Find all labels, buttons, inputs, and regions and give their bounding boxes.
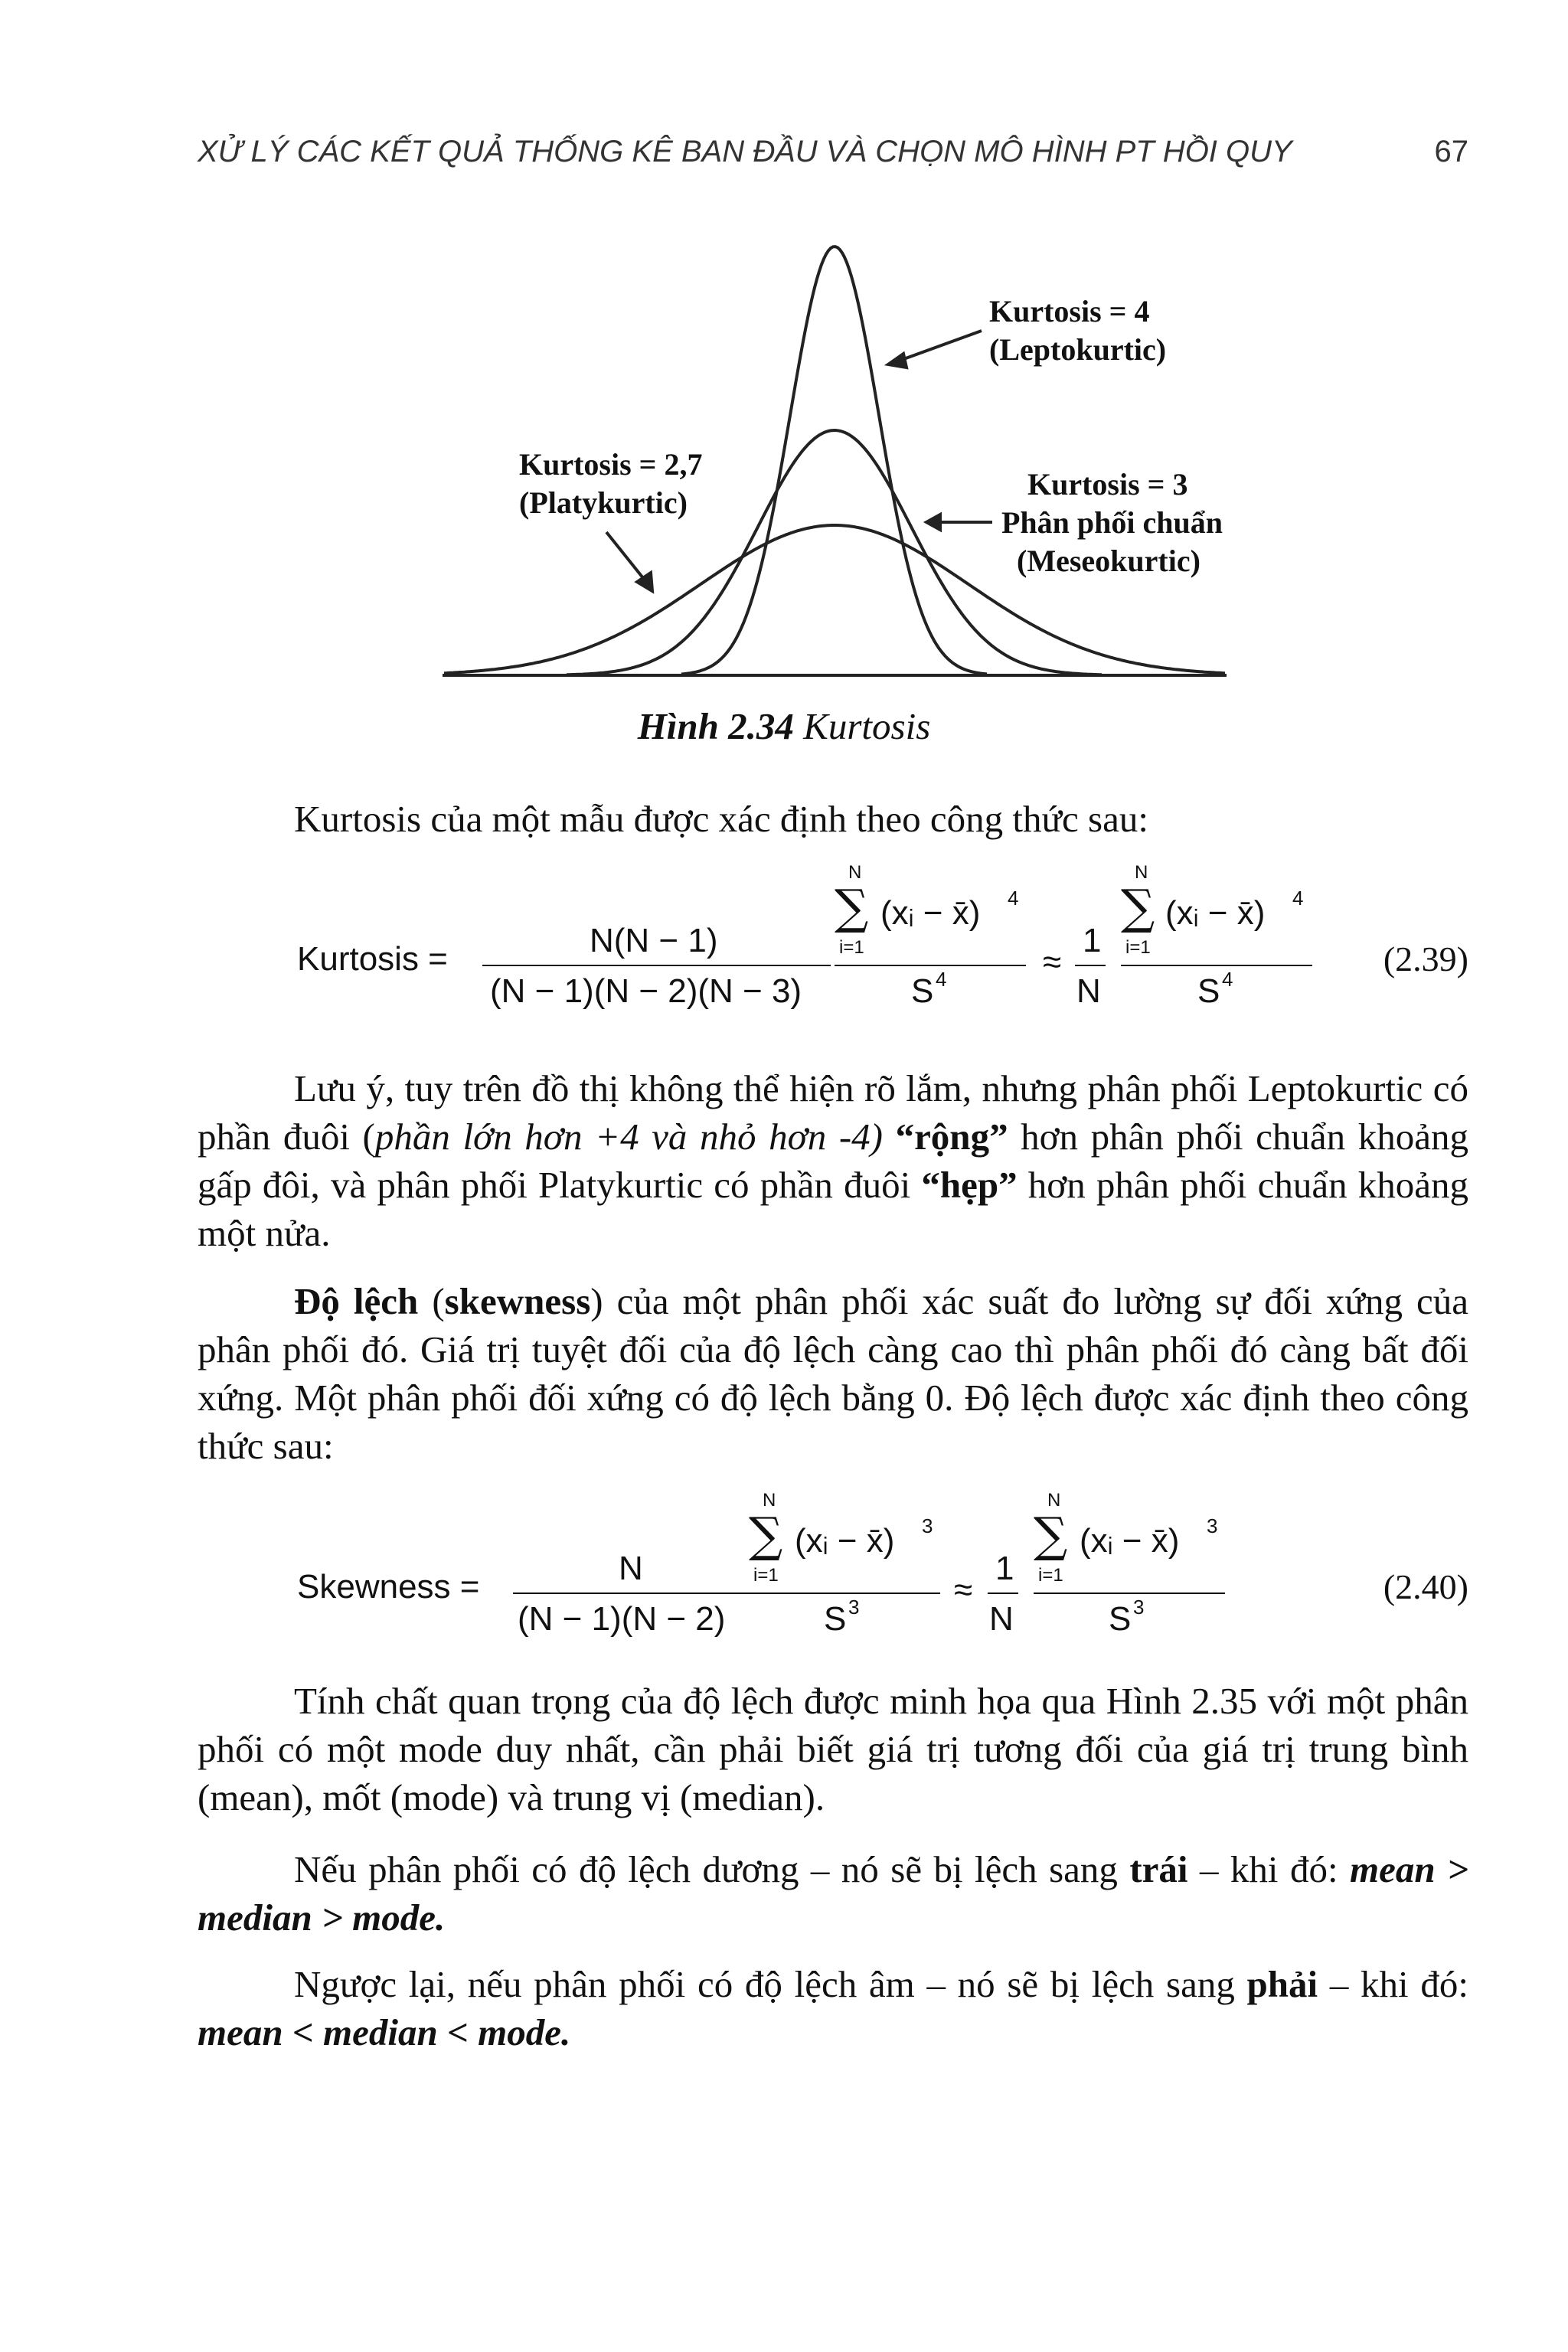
para5-text-1: Nếu phân phối có độ lệch dương – nó sẽ bị lệch sang [294, 1848, 1130, 1890]
kurtosis-frac-bar-4 [1121, 965, 1312, 966]
skewness-sum1-power: 3 [922, 1514, 933, 1537]
skewness-frac-bar-3 [988, 1592, 1018, 1594]
kurtosis-approx: ≈ [1043, 943, 1062, 981]
figure-caption [0, 704, 1568, 748]
equation-number-2-39: (2.39) [1383, 939, 1468, 978]
paragraph-intro-kurtosis: Kurtosis của một mẫu được xác định theo công thức sau: [294, 798, 1148, 840]
lepto-arrow [897, 331, 982, 361]
para6-text-1: Ngược lại, nếu phân phối có độ lệch âm – nó sẽ bị lệch sang [294, 1963, 1247, 2005]
kurtosis-one: 1 [1083, 922, 1102, 959]
kurtosis-frac-bar-1 [482, 965, 831, 966]
skewness-sum2-bottom: i=1 [1038, 1565, 1063, 1586]
kurtosis-sum2-term: (xᵢ − x̄) [1165, 894, 1266, 932]
skewness-frac-bar-1 [513, 1592, 749, 1594]
kurtosis-sum2-power: 4 [1292, 887, 1304, 910]
skewness-sum2-term: (xᵢ − x̄) [1080, 1522, 1180, 1560]
header-title: XỬ LÝ CÁC KẾT QUẢ THỐNG KÊ BAN ĐẦU VÀ CHỌN MÔ HÌNH PT HỒI QUY [198, 135, 1292, 168]
paragraph-skewness-property: Tính chất quan trọng của độ lệch được minh họa qua Hình 2.35 với một phân phối có một mode duy nhất, cần phải biết giá trị tương đối của giá trị trung bình (mean), mốt (mode) và trung vị (median). [198, 1680, 1468, 1818]
para3-bold-term: Độ lệch [294, 1280, 419, 1322]
leptokurtic-curve [681, 247, 987, 674]
kurtosis-s1: S [911, 972, 934, 1010]
caption-label: Hình 2.34 [637, 705, 794, 747]
caption-text: Kurtosis [793, 705, 931, 747]
skewness-one: 1 [995, 1550, 1014, 1587]
para3-bold-skewness: skewness [444, 1280, 591, 1322]
kurtosis-sum2-top: N [1135, 862, 1148, 883]
kurtosis-sum1-power: 4 [1008, 887, 1019, 910]
lepto-label-2: (Leptokurtic) [989, 332, 1167, 367]
kurtosis-lhs: Kurtosis = [297, 940, 448, 978]
para5-text-2: – khi đó: [1187, 1848, 1351, 1890]
meso-label-2: Phân phối chuẩn [1001, 505, 1223, 540]
para6-relation: mean < median < mode. [198, 2011, 571, 2053]
skewness-sum2-top: N [1047, 1490, 1061, 1511]
lepto-arrowhead [888, 354, 906, 368]
para5-relation: mean > median > mode. [198, 1848, 1469, 1939]
para2-text-1: Lưu ý, tuy trên đồ thị không thể hiện rõ lắm, nhưng phân phối Leptokurtic có phần đuôi ( [198, 1067, 1468, 1158]
formula-skewness [0, 1485, 1568, 1654]
equation-number-2-40: (2.40) [1383, 1567, 1468, 1606]
para2-bold-narrow: “hẹp” [921, 1164, 1018, 1206]
kurtosis-sum1-top: N [848, 862, 862, 883]
paragraph-leptokurtic-note [198, 1064, 1468, 1257]
skewness-lhs: Skewness = [297, 1568, 480, 1606]
kurtosis-sum1-sigma: ∑ [835, 879, 869, 935]
running-header [198, 135, 1468, 181]
skewness-sum1-sigma: ∑ [749, 1507, 783, 1563]
paragraph-positive-skew [198, 1845, 1468, 1942]
para2-italic: phần lớn hơn +4 và nhỏ hơn -4) [374, 1116, 883, 1158]
para2-bold-wide: “rộng” [895, 1116, 1008, 1158]
kurtosis-figure [429, 230, 1240, 689]
meso-label-1: Kurtosis = 3 [1027, 467, 1188, 501]
skewness-n: N [989, 1600, 1014, 1638]
meso-arrowhead [926, 514, 940, 530]
para3-text-1: ( [418, 1280, 445, 1322]
para2-text-4: hơn phân phối chuẩn khoảng một nửa. [198, 1164, 1468, 1254]
skewness-sum1-top: N [763, 1490, 776, 1511]
platy-label-1: Kurtosis = 2,7 [519, 447, 703, 482]
skewness-s2: S [1109, 1600, 1132, 1638]
skewness-frac-bar-2 [749, 1592, 940, 1594]
kurtosis-sum2-bottom: i=1 [1125, 937, 1151, 958]
kurtosis-s2-power: 4 [1222, 968, 1233, 991]
paragraph-negative-skew [198, 1960, 1468, 2056]
kurtosis-frac-bar-2 [835, 965, 1026, 966]
skewness-frac-bar-4 [1034, 1592, 1225, 1594]
para6-bold-right: phải [1246, 1963, 1318, 2005]
skewness-sum2-power: 3 [1207, 1514, 1218, 1537]
skewness-num: N [619, 1550, 643, 1587]
kurtosis-den: (N − 1)(N − 2)(N − 3) [490, 972, 802, 1010]
para3-text-2: ) của một phân phối xác suất đo lường sự đối xứng của phân phối đó. Giá trị tuyệt đối của độ lệch càng cao thì phân phối đó càng bất đối xứng. Một phân phối đối xứng có độ lệch bằng 0. Độ lệch được xác định theo công thức sau: [198, 1280, 1468, 1467]
kurtosis-sum1-term: (xᵢ − x̄) [880, 894, 981, 932]
para6-text-2: – khi đó: [1318, 1963, 1468, 2005]
kurtosis-num: N(N − 1) [590, 922, 718, 959]
skewness-den: (N − 1)(N − 2) [518, 1600, 726, 1638]
lepto-label-1: Kurtosis = 4 [989, 294, 1150, 328]
skewness-s2-power: 3 [1133, 1596, 1145, 1619]
kurtosis-n: N [1076, 972, 1101, 1010]
platy-arrow [606, 532, 646, 582]
para5-bold-left: trái [1129, 1848, 1188, 1890]
kurtosis-sum2-sigma: ∑ [1121, 879, 1155, 935]
kurtosis-sum1-bottom: i=1 [839, 937, 864, 958]
paragraph-skewness-definition [198, 1277, 1468, 1470]
kurtosis-s2: S [1197, 972, 1220, 1010]
para2-text-2 [883, 1116, 896, 1158]
kurtosis-s1-power: 4 [936, 968, 947, 991]
skewness-s1: S [824, 1600, 847, 1638]
para2-text-3: hơn phân phối chuẩn khoảng gấp đôi, và phân phối Platykurtic có phần đuôi [198, 1116, 1469, 1206]
page-number: 67 [1434, 135, 1468, 168]
platy-label-2: (Platykurtic) [519, 485, 688, 520]
kurtosis-frac-bar-3 [1075, 965, 1106, 966]
meso-label-3: (Meseokurtic) [1017, 544, 1200, 578]
skewness-sum2-sigma: ∑ [1034, 1507, 1068, 1563]
formula-kurtosis [0, 858, 1568, 1026]
skewness-sum1-term: (xᵢ − x̄) [795, 1522, 895, 1560]
skewness-s1-power: 3 [848, 1596, 860, 1619]
skewness-sum1-bottom: i=1 [753, 1565, 779, 1586]
skewness-approx: ≈ [954, 1571, 973, 1609]
